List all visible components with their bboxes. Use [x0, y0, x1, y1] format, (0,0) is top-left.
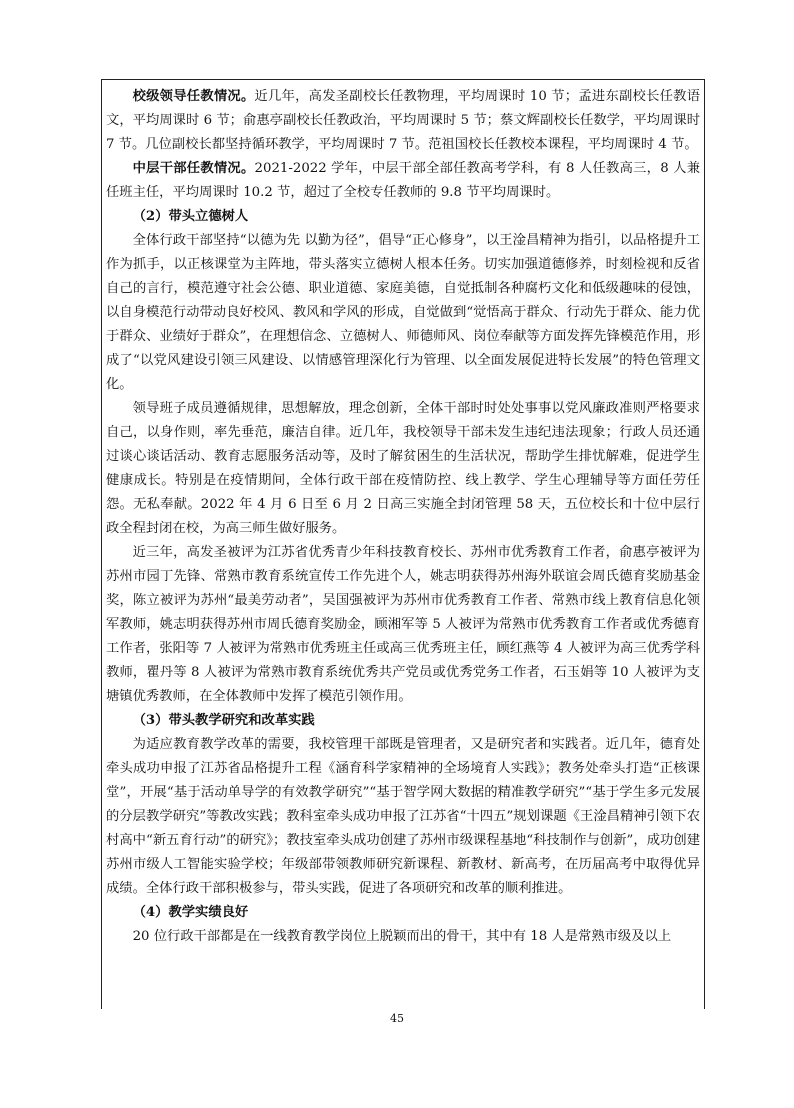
section-heading-4: （4）教学实绩良好 [132, 905, 249, 920]
paragraph-teaching-results: 20 位行政干部都是在一线教育教学岗位上脱颖而出的骨干，其中有 18 人是常熟市级及以上 [132, 929, 672, 944]
paragraph-discipline: 领导班子成员遵循规律，思想解放，理念创新，全体干部时时处处事事以党风廉政准则严格要求自己，以身作则，率先垂范，廉洁自律。近几年，我校领导干部未发生违纪违法现象；行政人员还通过谈心谈话活动、教育志愿服务活动等，及时了解贫困生的生活状况，帮助学生排忧解难，促进学生健康成长。特别是在疫情期间，全体行政干部在疫情防控、线上教学、学生心理辅导等方面任劳任怨。无私奉献。2022 年 4 月 6 日至 6 月 2 日高三实施全封闭管理 58 天，五位校长和十位中层行政全程封闭在校，为高三师生做好服务。 [106, 401, 700, 536]
section-heading-2: （2）带头立德树人 [132, 209, 249, 224]
paragraph-text: 2021-2022 学年，中层干部全部任教高考学科，有 8 人任教高三，8 人兼任班主任，平均周课时 10.2 节，超过了全校专任教师的 9.8 节平均周课时。 [106, 161, 700, 200]
paragraph-lead: 中层干部任教情况。 [132, 161, 255, 176]
paragraph-lead: 校级领导任教情况。 [132, 89, 255, 104]
document-body [106, 85, 700, 949]
paragraph-moral-education: 全体行政干部坚持“以德为先 以勤为径”，倡导“正心修身”，以王淦昌精神为指引，以品格提升工作为抓手，以正核课堂为主阵地，带头落实立德树人根本任务。切实加强道德修养，时刻检视和反省自己的言行，模范遵守社会公德、职业道德、家庭美德，自觉抵制各种腐朽文化和低级趣味的侵蚀，以自身模范行动带动良好校风、教风和学风的形成，自觉做到“觉悟高于群众、行动先于群众、能力优于群众、业绩好于群众”，在理想信念、立德树人、师德师风、岗位奉献等方面发挥先锋模范作用，形成了“以党风建设引领三风建设、以情感管理深化行为管理、以全面发展促进特长发展”的特色管理文化。 [106, 233, 700, 392]
section-heading-3: （3）带头教学研究和改革实践 [132, 713, 315, 728]
paragraph-text: 近几年，高发圣副校长任教物理，平均周课时 10 节；孟进东副校长任教语文，平均周课时 6 节；俞惠亭副校长任教政治，平均周课时 5 节；蔡文辉副校长任数学，平均周课时 7 节。几位副校长都坚持循环教学，平均周课时 7 节。范祖国校长任教校本课程，平均周课时 4 节。 [106, 89, 701, 152]
paragraph-middle-cadres [106, 157, 700, 205]
paragraph-school-leaders [106, 85, 700, 157]
paragraph-research: 为适应教育教学改革的需要，我校管理干部既是管理者，又是研究者和实践者。近几年，德育处牵头成功申报了江苏省品格提升工程《涵育科学家精神的全场境育人实践》；教务处牵头打造“正核课堂”，开展“基于活动单导学的有效教学研究”“基于智学网大数据的精准教学研究”“基于学生多元发展的分层教学研究”等教改实践；教科室牵头成功申报了江苏省“十四五”规划课题《王淦昌精神引领下农村高中“新五育行动”的研究》；教技室牵头成功创建了苏州市级课程基地“科技制作与创新”，成功创建苏州市级人工智能实验学校；年级部带领教师研究新课程、新教材、新高考，在历届高考中取得优异成绩。全体行政干部积极参与，带头实践，促进了各项研究和改革的顺利推进。 [106, 737, 700, 896]
paragraph-awards: 近三年，高发圣被评为江苏省优秀青少年科技教育校长、苏州市优秀教育工作者，俞惠亭被评为苏州市园丁先锋、常熟市教育系统宣传工作先进个人，姚志明获得苏州海外联谊会周氏德育奖励基金奖，陈立被评为苏州“最美劳动者”，吴国强被评为苏州市优秀教育工作者、常熟市线上教育信息化领军教师，姚志明获得苏州市周氏德育奖励金，顾湘军等 5 人被评为常熟市优秀教育工作者或优秀德育工作者，张阳等 7 人被评为常熟市优秀班主任或高三优秀班主任，顾红燕等 4 人被评为高三优秀学科教师，瞿丹等 8 人被评为常熟市教育系统优秀共产党员或优秀党务工作者，石玉娟等 10 人被评为支塘镇优秀教师，在全体教师中发挥了模范引领作用。 [106, 545, 700, 704]
page-number: 45 [390, 1012, 404, 1025]
